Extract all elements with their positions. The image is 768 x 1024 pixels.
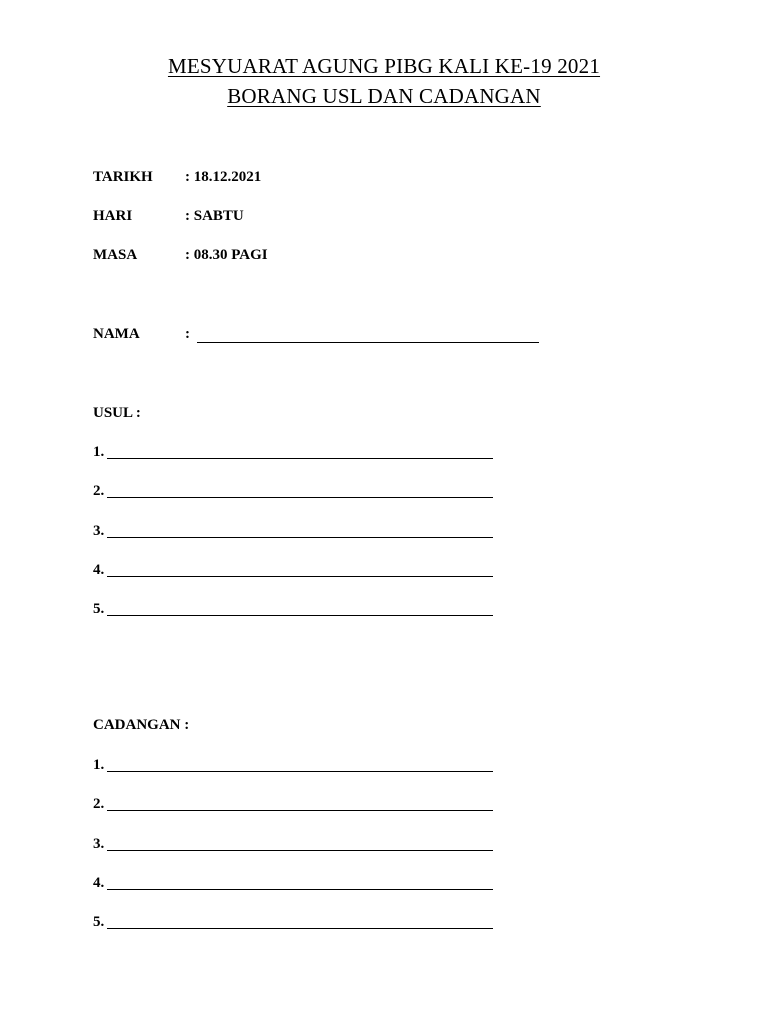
cadangan-input-line[interactable]: [107, 928, 493, 929]
cadangan-item-number: 2.: [93, 796, 105, 812]
usul-input-line[interactable]: [107, 576, 493, 577]
hari-label: HARI: [93, 208, 133, 224]
usul-input-line[interactable]: [107, 458, 493, 459]
cadangan-item-number: 1.: [93, 757, 105, 773]
cadangan-item-1: [93, 757, 104, 775]
cadangan-item-number: 5.: [93, 914, 105, 930]
usul-item-4: [93, 562, 104, 580]
usul-input-line[interactable]: [107, 615, 493, 616]
usul-item-number: 1.: [93, 444, 105, 460]
usul-input-line[interactable]: [107, 497, 493, 498]
cadangan-heading: CADANGAN :: [93, 717, 190, 733]
nama-input-line[interactable]: [197, 342, 539, 343]
cadangan-item-5: [93, 914, 104, 932]
usul-item-3: [93, 523, 104, 541]
hari-value: : SABTU: [185, 208, 244, 224]
cadangan-input-line[interactable]: [107, 889, 493, 890]
cadangan-input-line[interactable]: [107, 771, 493, 772]
cadangan-item-number: 4.: [93, 875, 105, 891]
masa-label: MASA: [93, 247, 138, 263]
usul-item-1: [93, 444, 104, 462]
cadangan-input-line[interactable]: [107, 810, 493, 811]
usul-item-number: 3.: [93, 523, 105, 539]
tarikh-value: : 18.12.2021: [185, 169, 262, 185]
cadangan-item-4: [93, 875, 104, 893]
cadangan-item-2: [93, 796, 104, 814]
document-subtitle: BORANG USL DAN CADANGAN: [227, 84, 541, 108]
cadangan-item-3: [93, 836, 104, 854]
usul-input-line[interactable]: [107, 537, 493, 538]
nama-colon: :: [185, 326, 190, 342]
usul-item-number: 5.: [93, 601, 105, 617]
masa-value: : 08.30 PAGI: [185, 247, 268, 263]
document-title: MESYUARAT AGUNG PIBG KALI KE-19 2021: [167, 54, 601, 78]
usul-item-5: [93, 601, 104, 619]
usul-item-2: [93, 483, 104, 501]
cadangan-input-line[interactable]: [107, 850, 493, 851]
usul-item-number: 4.: [93, 562, 105, 578]
nama-label: NAMA: [93, 326, 140, 342]
usul-heading: USUL :: [93, 405, 141, 421]
cadangan-item-number: 3.: [93, 836, 105, 852]
tarikh-label: TARIKH: [93, 169, 153, 185]
usul-item-number: 2.: [93, 483, 105, 499]
